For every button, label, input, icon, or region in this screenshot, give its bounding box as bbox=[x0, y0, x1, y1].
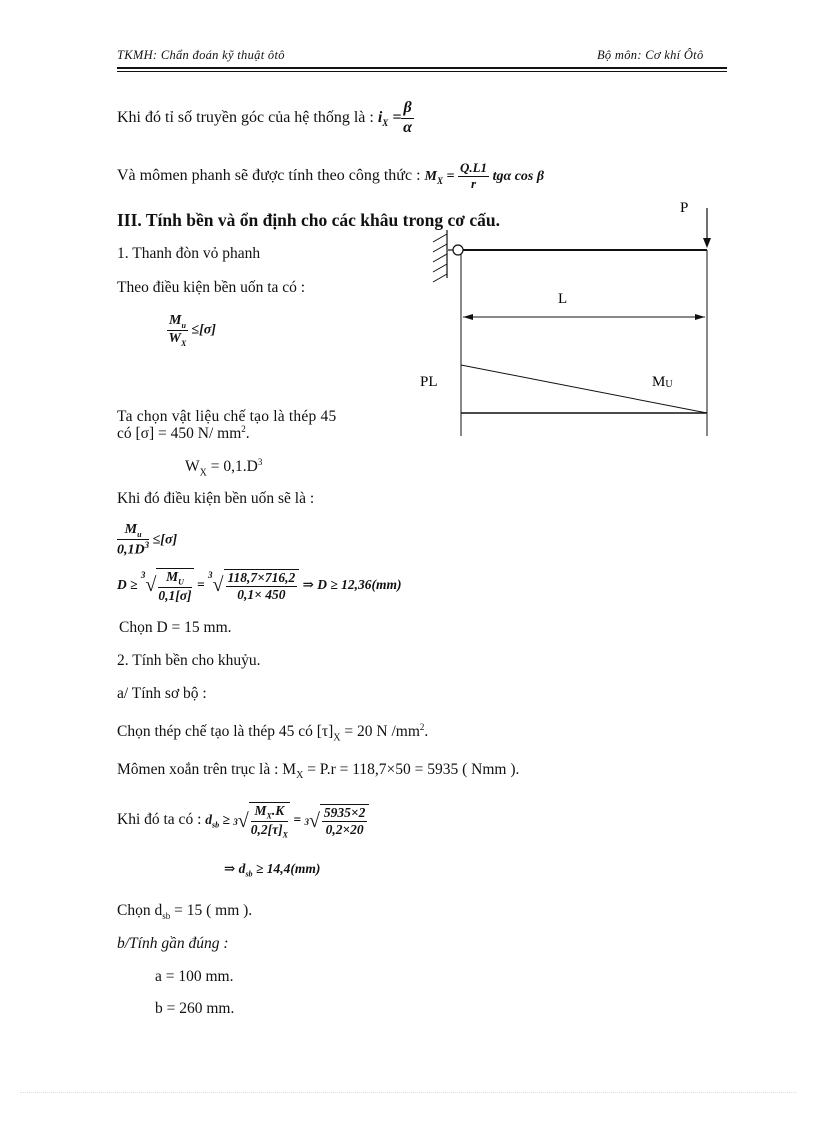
ratio-fraction: $\frac{\beta}{\alpha}$ bbox=[403, 99, 412, 136]
prelim-heading: a/ Tính sơ bộ : bbox=[117, 685, 207, 702]
pin-support bbox=[453, 245, 463, 255]
header-rule-thin bbox=[117, 71, 727, 72]
choose-d: Chọn D = 15 mm. bbox=[119, 619, 232, 636]
b-value: b = 260 mm. bbox=[155, 1000, 235, 1017]
item2-heading: 2. Tính bền cho khuỷu. bbox=[117, 652, 261, 669]
ratio-lhs: $i_X$ bbox=[377, 109, 389, 129]
header-rule-thick bbox=[117, 67, 727, 69]
length-label: L bbox=[558, 291, 568, 307]
wall-hatch bbox=[433, 234, 447, 282]
header-left: TKMH: Chẩn đoán kỹ thuật ôtô bbox=[117, 48, 285, 62]
formula-bending-ratio: $\frac{M_u}{W_X}$ ≤[σ] bbox=[168, 313, 216, 348]
left-moment-label: PL bbox=[420, 374, 438, 390]
right-moment-label: MU bbox=[652, 374, 673, 390]
steel-choice: Chọn thép chế tạo là thép 45 có $[\tau]_X = 20$ N $/mm^2$. bbox=[117, 722, 429, 744]
dsb-intro: Khi đó ta có : bbox=[117, 811, 202, 828]
ratio-line: Khi đó tỉ số truyền góc của hệ thống là : $i_X$ = $\frac{\beta}{\alpha}$ bbox=[117, 99, 412, 136]
ratio-intro: Khi đó tỉ số truyền góc của hệ thống là : bbox=[117, 109, 374, 126]
moment-formula: $M_X$ = $\frac{Q.L1}{r}$ tgα cos β bbox=[424, 160, 545, 192]
item1-heading: 1. Thanh đòn vỏ phanh bbox=[117, 245, 261, 262]
bending-condition: Theo điều kiện bền uốn ta có : bbox=[117, 279, 306, 296]
a-value: a = 100 mm. bbox=[155, 968, 234, 985]
page-bottom-border bbox=[20, 1092, 796, 1093]
beam-moment-diagram bbox=[400, 190, 730, 440]
exact-heading: b/Tính gần đúng : bbox=[117, 935, 229, 952]
section-heading: III. Tính bền và ổn định cho các khâu trong cơ cấu. bbox=[117, 210, 500, 230]
choose-dsb: Chọn $d_{sb} = 15$ ( mm ). bbox=[117, 902, 253, 922]
formula-d-min: D ≥ $^3$√ $\frac{M_U}{0,1[\sigma]}$ = $^3$√ $\frac{118,7\times 716,2}{0,1\times 450}$ ⇒ D ≥ 12,36(mm) bbox=[117, 569, 402, 603]
material-line-2: có [σ] = 450 N/ $mm^2$. bbox=[117, 424, 250, 443]
dsb-result: ⇒ $d_{sb} \ge 14,4(mm)$ bbox=[224, 861, 321, 879]
force-arrowhead bbox=[703, 238, 711, 248]
dsb-line bbox=[117, 796, 369, 844]
header-right: Bộ môn: Cơ khí Ôtô bbox=[597, 48, 704, 62]
torque-line: Mômen xoắn trên trục là : $M_X = P.r = 118,7\times 50 = 5935$ ( Nmm ). bbox=[117, 761, 520, 782]
formula-bending-d: $\frac{M_u}{0,1D^3}$ ≤[σ] bbox=[117, 522, 178, 558]
force-label: P bbox=[680, 200, 689, 216]
wx-formula: $W_X = 0,1.D^3$ bbox=[185, 457, 263, 479]
moment-intro: Và mômen phanh sẽ được tính theo công thức : bbox=[117, 167, 421, 184]
material-line-1: Ta chọn vật liệu chế tạo là thép 45 bbox=[117, 408, 337, 425]
bending-then: Khi đó điều kiện bền uốn sẽ là : bbox=[117, 490, 315, 507]
dsb-formula: $d_{sb} \ge ^3√$ $\frac{M_X.K}{0,2[\tau]_X}$ = $^3$√ $\frac{5935\times 2}{0,2\times 20}$ bbox=[205, 812, 369, 827]
